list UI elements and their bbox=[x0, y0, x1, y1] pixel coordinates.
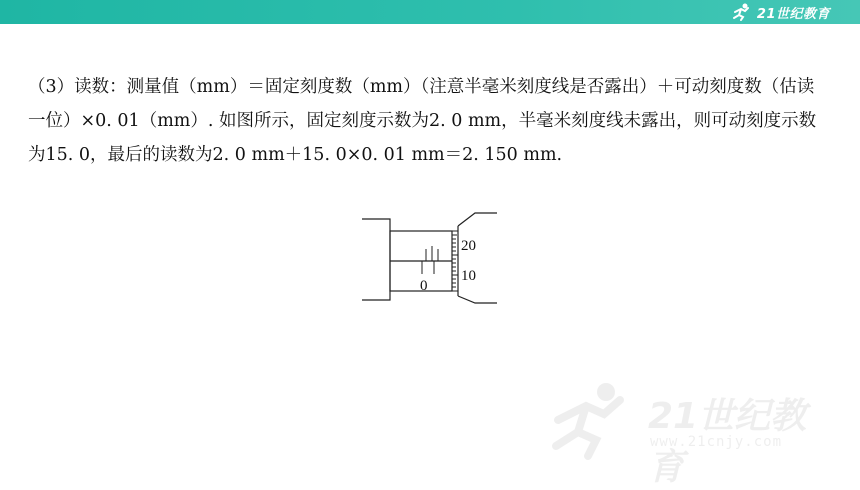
watermark-text: 21世纪教育 bbox=[648, 396, 807, 488]
thimble-label-10: 10 bbox=[461, 268, 476, 284]
watermark-url: www.21cnjy.com bbox=[650, 434, 783, 450]
thimble-label-20: 20 bbox=[461, 238, 476, 254]
runner-logo-icon bbox=[731, 3, 753, 21]
header-bar bbox=[0, 0, 860, 24]
micrometer-figure bbox=[360, 208, 510, 308]
sleeve-label-0: 0 bbox=[420, 278, 428, 294]
site-logo bbox=[731, 2, 830, 22]
micrometer-diagram bbox=[360, 208, 510, 308]
logo-text: 21世纪教育 bbox=[756, 6, 830, 22]
explanation-paragraph: （3）读数：测量值（mm）＝固定刻度数（mm）（注意半毫米刻度线是否露出）＋可动刻度数（估读一位）×0. 01（mm）. 如图所示，固定刻度示数为2. 0 mm，半毫米刻度线未露出，则可动刻度示数为15. 0，最后的读数为2. 0 mm＋15. 0×0. 01 mm＝2. 150 mm. bbox=[28, 77, 817, 165]
watermark-runner-icon bbox=[548, 380, 638, 460]
watermark bbox=[548, 380, 828, 488]
main-content bbox=[28, 70, 828, 172]
